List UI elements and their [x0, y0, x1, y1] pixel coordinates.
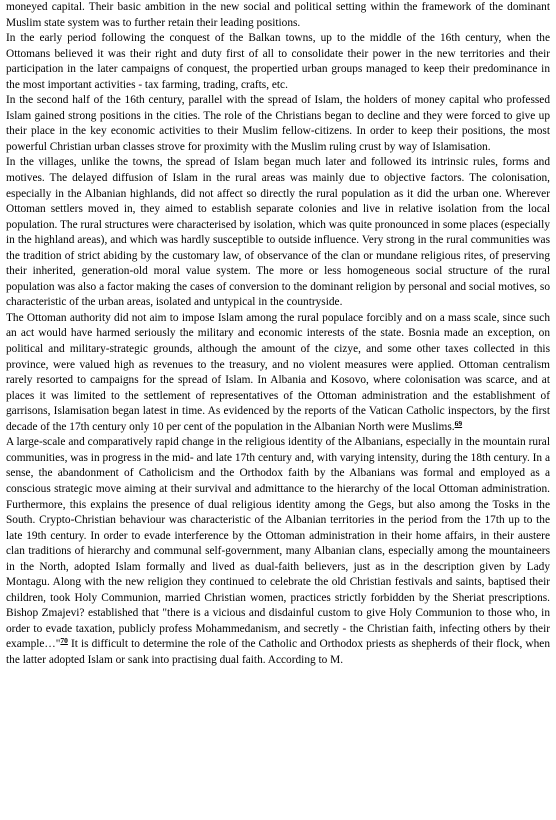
paragraph [6, 155, 550, 310]
paragraph [6, 93, 550, 155]
paragraph-text: In the early period following the conquest of the Balkan towns, up to the middle of the 16th century, when the Ottomans believed it was their right and duty first of all to consolidate their power in the new territories and their participation in the later campaigns of conquest, the propertied urban groups managed to keep their predominance in the most important activities - tax farming, trading, crafts, etc. [6, 32, 550, 91]
paragraph-text: moneyed capital. Their basic ambition in the new social and political setting within the framework of the dominant Muslim state system was to further retain their leading positions. [6, 1, 550, 29]
paragraph [6, 311, 550, 435]
paragraph-text: A large-scale and comparatively rapid change in the religious identity of the Albanians, especially in the mountain rural communities, was in progress in the mid- and late 17th century and, with varying intensity, during the 18th century. In a sense, the abandonment of Catholicism and the Orthodox faith by the Albanians was formal and employed as a conscious strategic move aiming at their survival and admittance to the hierarchy of the local Ottoman administration. Furthermore, this explains the presence of dual religious identity among the Gegs, but also among the Tosks in the South. Crypto-Christian behaviour was characteristic of the Albanian territories in the period from the 17th up to the late 19th century. In order to evade interference by the Ottoman administration in their home affairs, in their austere clan traditions of hierarchy and communal self-government, many Albanian clans, especially among the mountaineers in the North, adopted Islam formally and lived as dual-faith believers, just as in the description given by Lady Montagu. Along with the new religion they continued to celebrate the old Christian festivals and saints, baptised their children, took Holy Communion, married Christian women, practices strictly forbidden by the Sheriat prescriptions. Bishop Zmajevi? established that "there is a vicious and disdainful custom to give Holy Communion to those who, in order to evade taxation, publicly profess Mohammedanism, and secretly - the Christian faith, infecting others by their example…" [6, 436, 550, 651]
document-page [6, 0, 550, 669]
paragraph-text-continued: It is difficult to determine the role of the Catholic and Orthodox priests as shepherds of their flock, when the latter adopted Islam or sank into practising dual faith. According to M. [6, 638, 550, 666]
paragraph-text: In the villages, unlike the towns, the spread of Islam began much later and followed its intrinsic rules, forms and motives. The delayed diffusion of Islam in the rural areas was mainly due to objective factors. The colonisation, especially in the Albanian highlands, did not affect so directly the rural population as it did the urban one. Wherever Ottoman settlers moved in, they aimed to establish separate colonies and live in relative isolation from the local population. The rural structures were characterised by isolation, which was quite pronounced in some places (especially in the highland areas), and which was hardly susceptible to outside influence. Very strong in the rural communities was the tradition of strict abiding by the customary law, of observance of the clan or mundane religious rites, of preserving their inherited, generation-old moral value system. The more or less homogeneous social structure of the rural population was also a factor making the cases of conversion to the dominant religion by personal and social motives, so characteristic of the urban areas, isolated and untypical in the countryside. [6, 156, 550, 309]
paragraph-text: In the second half of the 16th century, parallel with the spread of Islam, the holders of money capital who professed Islam gained strong positions in the cities. The role of the Christians began to decline and they were forced to give up their place in the key economic activities to their Muslim fellow-citizens. In order to keep their positions, the most powerful Christian urban classes strove for proximity with the Muslim ruling crust by way of Islamisation. [6, 94, 550, 153]
paragraph-text: The Ottoman authority did not aim to impose Islam among the rural populace forcibly and on a mass scale, since such an act would have harmed seriously the military and economic interests of the state. Bosnia made an exception, on political and military-strategic grounds, although the amount of the cizye, and some other taxes collected in this province, were valued high as revenues to the treasury, and no violent measures were applied. Ottoman centralism rarely resorted to campaigns for the spread of Islam. In Albania and Kosovo, where colonisation was scarce, and at places it was limited to the settlement of representatives of the Ottoman administration and the establishment of garrisons, Islamisation began latest in time. As evidenced by the reports of the Vatican Catholic inspectors, by the first decade of the 17th century only 10 per cent of the population in the Albanian North were Muslims. [6, 311, 550, 433]
paragraph [6, 31, 550, 93]
paragraph [6, 0, 550, 31]
footnote-marker[interactable]: 70 [60, 636, 68, 646]
footnote-marker[interactable]: 69 [454, 418, 463, 428]
paragraph [6, 435, 550, 668]
